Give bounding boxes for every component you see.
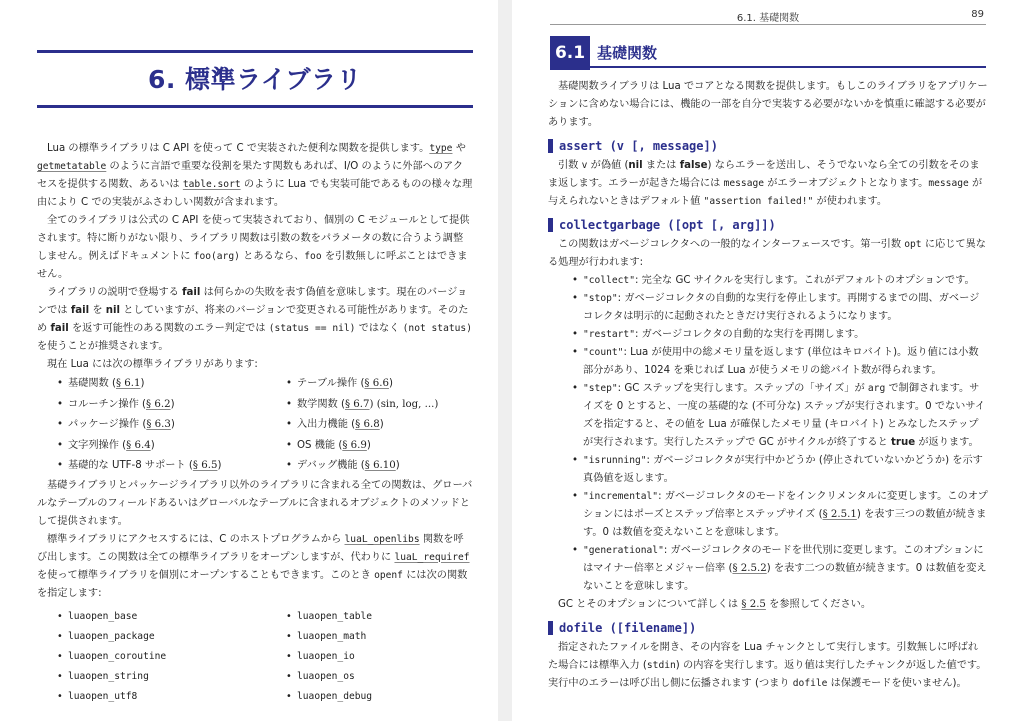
code-arg: arg: [867, 383, 886, 394]
section-link[interactable]: § 2.5.2: [732, 563, 767, 574]
text: が与えられないときはデフォルト値: [548, 178, 983, 207]
text: 関数を呼び出します。この関数は全ての標準ライブラリをオープンしますが、代わりに: [37, 533, 464, 563]
text: ) の内容を実行します。返り値は実行したチャンクが返した値です。実行中のエラーは呼び出し側に伝播されます (つまり: [548, 660, 987, 689]
section-link[interactable]: § 6.3: [146, 419, 171, 430]
text: を参照してください。: [765, 599, 872, 610]
text: 文字列操作 (: [68, 439, 127, 451]
section-rule: [590, 66, 986, 68]
text: とあるなら、: [239, 251, 305, 262]
list-item: [572, 344, 988, 380]
text: ): [395, 460, 400, 471]
text: 引数: [558, 160, 582, 171]
code-foo: foo: [304, 251, 322, 262]
text: テーブル操作 (: [297, 378, 365, 389]
text: ではなく: [355, 323, 403, 334]
section-number-badge: 6.1: [550, 36, 590, 70]
list-item: • luaopen_package: [57, 627, 286, 647]
text: を返す可能性のある関数のエラー判定では: [68, 323, 269, 334]
section-title: 基礎関数: [597, 44, 658, 62]
list-item: [572, 380, 988, 452]
list-item: [572, 452, 988, 488]
section-link[interactable]: § 2.5: [741, 599, 766, 610]
list-item: • luaopen_string: [57, 667, 286, 687]
section-link[interactable]: § 6.7: [344, 398, 370, 410]
section-link[interactable]: § 6.5: [192, 460, 218, 471]
text: ): [170, 419, 175, 430]
section-link[interactable]: § 6.8: [355, 419, 380, 430]
list-item: [57, 395, 286, 416]
list-item: • luaopen_debug: [286, 687, 493, 707]
text: を使って標準ライブラリを個別にオープンすることもできます。このとき: [37, 569, 375, 581]
text: ): [170, 398, 175, 410]
section-link[interactable]: § 6.9: [342, 439, 367, 451]
text: ) ならエラーを送出し、そうでないなら全ての引数をそのまま返します。エラーが起きた場合には: [548, 160, 980, 189]
option-key: "restart": [583, 329, 635, 340]
option-key: "incremental": [583, 491, 659, 502]
text: : ガベージコレクタのモードをインクリメンタルに変更します。このオプションにはポーズとステップ倍率とステップサイズ (: [583, 491, 988, 520]
list-item: • luaopen_utf8: [57, 687, 286, 707]
list-item: • luaopen_os: [286, 667, 493, 687]
keyword-true: true: [891, 437, 916, 448]
library-list: [37, 374, 473, 477]
list-item: • luaopen_base: [57, 607, 286, 627]
text: を使うことが推奨されます。: [37, 341, 169, 352]
text: を引数無しに呼ぶことはできません。: [37, 251, 468, 280]
list-item: [286, 456, 493, 477]
chapter-title: 6. 標準ライブラリ: [147, 65, 363, 94]
list-item: [572, 326, 988, 344]
list-item: [57, 456, 286, 477]
code-v: v: [581, 160, 588, 171]
page-gutter: [498, 0, 512, 721]
paragraph-openlibs: [37, 531, 473, 603]
code-message: message: [928, 178, 969, 189]
list-item: • luaopen_io: [286, 647, 493, 667]
option-key: "isrunning": [583, 455, 647, 466]
list-item: [286, 415, 493, 436]
paragraph-gc-reference: [548, 596, 988, 614]
code-not-status: (not status): [402, 323, 472, 334]
text: または: [642, 160, 680, 171]
text: : ガベージコレクタのモードを世代別に変更します。このオプションにはマイナー倍率とメジャー倍率 (: [583, 545, 984, 574]
keyword-fail: fail: [50, 323, 69, 334]
left-page: [0, 0, 498, 721]
function-heading-assert: assert (v [, message]): [548, 135, 988, 157]
link-lual-openlibs[interactable]: luaL_openlibs: [344, 533, 420, 545]
text: ライブラリの説明で登場する: [47, 287, 183, 298]
text: ): [379, 419, 384, 430]
running-header: [550, 8, 986, 25]
text: Lua の標準ライブラリは C API を使って C で実装された便利な関数を提供します。: [47, 143, 430, 154]
paragraph-lib-intro: 現在 Lua には次の標準ライブラリがあります:: [47, 359, 258, 370]
keyword-nil: nil: [628, 160, 643, 171]
paragraph-collectgarbage: [548, 236, 988, 272]
code-openf: openf: [374, 569, 403, 581]
list-item: [572, 272, 988, 290]
section-link[interactable]: § 2.5.1: [822, 509, 857, 520]
text: : Lua が使用中の総メモリ量を返します (単位はキロバイト)。返り値には小数部分があり、1024 を乗じれば Lua が使うメモリの総バイト数が得られます。: [583, 347, 979, 376]
function-heading-collectgarbage: collectgarbage ([opt [, arg]]): [548, 214, 988, 236]
list-item: [57, 436, 286, 457]
function-heading-dofile: dofile ([filename]): [548, 617, 988, 639]
section-link[interactable]: § 6.2: [146, 398, 171, 410]
running-head-title: 6.1. 基礎関数: [736, 13, 800, 24]
text: ) (sin, log, ...): [369, 398, 439, 410]
text: : 完全な GC サイクルを実行します。これがデフォルトのオプションです。: [634, 275, 975, 286]
paragraph-basic-intro: 基礎関数ライブラリは Lua でコアとなる関数を提供します。もしこのライブラリをアプリケーションに含めない場合には、機能の一部を自分で実装する必要がないかを慎重に確認する必要があります。: [548, 81, 988, 128]
text: が偽値 (: [587, 160, 629, 171]
option-key: "collect": [583, 275, 635, 286]
keyword-false: false: [679, 160, 708, 171]
left-body: [37, 140, 473, 707]
text: この関数はガベージコレクタへの一般的なインターフェースです。第一引数: [558, 239, 905, 250]
link-type[interactable]: type: [429, 143, 453, 154]
section-link[interactable]: § 6.10: [364, 460, 396, 471]
text: としていますが、将来のバージョンで変更される可能性があります。そのため: [37, 305, 469, 334]
text: 入出力機能 (: [297, 419, 356, 430]
list-item: [286, 395, 493, 416]
paragraph-dofile: [548, 639, 988, 693]
paragraph-intro: [37, 140, 473, 212]
text: のように Lua でも実装可能であるものの様々な理由により C での実装がふさわしい関数が含まれます。: [37, 179, 473, 208]
text: ): [366, 439, 371, 451]
gc-option-list: [548, 272, 988, 596]
text: は保護モードを使いません)。: [827, 678, 967, 689]
option-key: "generational": [583, 545, 664, 556]
keyword-nil: nil: [105, 305, 121, 316]
link-table-sort[interactable]: table.sort: [182, 179, 241, 190]
text: や: [452, 143, 466, 154]
text: : ガベージコレクタが実行中かどうか (停止されていないかどうか) を示す真偽値を返します。: [583, 455, 983, 484]
code-foo-arg: foo(arg): [193, 251, 240, 262]
list-item: [572, 488, 988, 542]
option-key: "step": [583, 383, 618, 394]
text: : ガベージコレクタの自動的な実行を再開します。: [634, 329, 865, 340]
text: が返ります。: [915, 437, 979, 448]
text: : GC ステップを実行します。ステップの「サイズ」が: [617, 383, 868, 394]
right-body: [548, 78, 988, 693]
list-item: [572, 290, 988, 326]
paragraph-fail: [37, 284, 473, 356]
paragraph-assert: [548, 157, 988, 211]
text: を: [89, 305, 106, 316]
code-dofile: dofile: [792, 678, 828, 689]
text: デバッグ機能 (: [297, 460, 365, 471]
text: に応じて異なる処理が行われます:: [548, 239, 986, 268]
text: で制御されます。サイズを 0 とすると、一度の基礎的な (不可分な) ステップが実行されます。0 でないサイズを指定すると、その値を Lua が確保したメモリ量 (キロバイト) とみなしたステップが実行されます。実行したステップで GC がサイクルが終了すると: [583, 383, 986, 448]
text: のように言語で重要な役割を果たす関数もあれば、I/O のように外部へのアクセスを提供する関数、あるいは: [37, 161, 464, 190]
text: 全てのライブラリは公式の C API を使って実装されており、個別の C モジュールとして提供されます。特に断りがない限り、ライブラリ関数は引数の数をパラメータの数に合うよう調整しません。例えばドキュメントに: [37, 215, 470, 262]
text: ): [388, 378, 393, 389]
luaopen-list: [37, 607, 473, 708]
chapter-bottom-rule: [37, 105, 473, 108]
keyword-fail: fail: [182, 287, 201, 298]
text: 指定されたファイルを開き、その内容を Lua チャンクとして実行します。引数無しに呼ばれた場合には標準入力 (: [548, 642, 979, 671]
text: ): [217, 460, 222, 471]
list-item: [57, 415, 286, 436]
text: コルーチン操作 (: [68, 398, 147, 410]
text: ): [150, 439, 155, 451]
paragraph-c-api: [37, 212, 473, 284]
option-key: "stop": [583, 293, 618, 304]
text: は何らかの失敗を表す偽値を意味します。現在のバージョンでは: [37, 287, 468, 316]
text: OS 機能 (: [297, 439, 343, 451]
list-item: [57, 374, 286, 395]
section-link[interactable]: § 6.6: [364, 378, 389, 389]
text: ) を表す三つの数値が続きます。0 は数値を変えないことを意味します。: [583, 509, 987, 538]
paragraph-global-tables: 基礎ライブラリとパッケージライブラリ以外のライブラリに含まれる全ての関数は、グローバルなテーブルのフィールドあるいはグローバルなテーブルに含まれるオブジェクトのメソッドとして提供されます。: [37, 479, 473, 527]
list-item: • luaopen_coroutine: [57, 647, 286, 667]
text: 基礎的な UTF-8 サポート (: [68, 460, 193, 471]
text: ): [140, 378, 145, 389]
link-lual-requiref[interactable]: luaL_requiref: [394, 551, 470, 563]
text: ) を表す二つの数値が続きます。0 は数値を変えないことを意味します。: [583, 563, 987, 592]
list-item: [286, 436, 493, 457]
text: がエラーオブジェクトとなります。: [764, 178, 929, 189]
keyword-fail: fail: [70, 305, 90, 316]
link-getmetatable[interactable]: getmetatable: [37, 161, 107, 172]
code-opt: opt: [904, 239, 922, 250]
list-item: [286, 374, 493, 395]
page-number: 89: [971, 9, 984, 20]
text: 数学関数 (: [297, 398, 345, 410]
code-status-nil: (status == nil): [268, 323, 356, 334]
text: パッケージ操作 (: [68, 419, 147, 430]
text: 標準ライブラリにアクセスするには、C のホストプログラムから: [47, 533, 345, 545]
text: が使われます。: [813, 196, 888, 207]
code-stdin: stdin: [646, 660, 676, 671]
section-link[interactable]: § 6.4: [126, 439, 151, 451]
option-key: "count": [583, 347, 624, 358]
text: には次の関数を指定します:: [37, 569, 468, 599]
code-default-message: "assertion failed!": [703, 196, 814, 207]
text: : ガベージコレクタの自動的な実行を停止します。再開するまでの間、ガベージコレクタは明示的に起動されたときだけ実行されるようになります。: [583, 293, 980, 322]
list-item: • luaopen_table: [286, 607, 493, 627]
section-link[interactable]: § 6.1: [115, 378, 141, 389]
text: GC とそのオプションについて詳しくは: [558, 599, 742, 610]
text: 基礎関数 (: [68, 378, 116, 389]
list-item: [572, 542, 988, 596]
list-item: • luaopen_math: [286, 627, 493, 647]
chapter-top-rule: [37, 50, 473, 53]
code-message: message: [723, 178, 765, 189]
